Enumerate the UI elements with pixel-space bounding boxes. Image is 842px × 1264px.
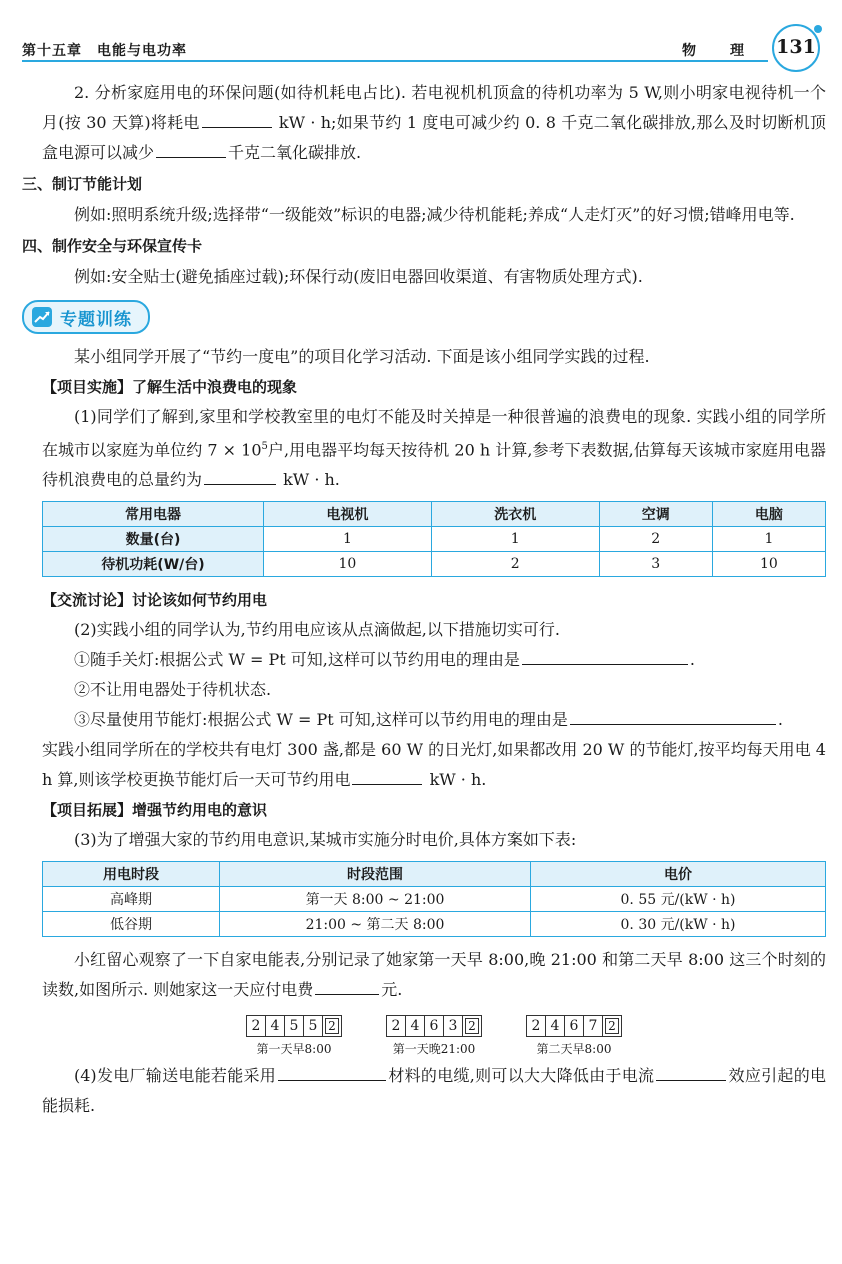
question-2-intro: (2)实践小组的同学认为,节约用电应该从点滴做起,以下措施切实可行. bbox=[74, 620, 560, 640]
question-3-text: 小红留心观察了一下自家电能表,分别记录了她家第一天早 8:00,晚 21:00 和第二天早 8:00 这三个时刻的读数,如图所示. 则她家这一天应付电费 元. bbox=[42, 950, 826, 1000]
meter-readings bbox=[42, 1015, 826, 1057]
table-row: 待机功耗(W/台) 10 2 3 10 bbox=[43, 552, 826, 577]
part-3-title: 【项目拓展】增强节约用电的意识 bbox=[42, 801, 268, 820]
answer-blank[interactable] bbox=[522, 646, 688, 665]
section-4-text: 例如:安全贴士(避免插座过载);环保行动(废旧电器回收渠道、有害物质处理方式). bbox=[74, 267, 643, 286]
question-2-item-2: ②不让用电器处于待机状态. bbox=[74, 680, 272, 700]
question-2-env: 2. 分析家庭用电的环保问题(如待机耗电占比). 若电视机机顶盒的待机功率为 5 W,则小明家电视待机一个月(按 30 天算)将耗电 kW · h;如果节约 1 度电可减少约 0. 8 千克二氧化碳排放,那么及时切断机顶盒电源可以减少 千克二氧化碳排放. bbox=[42, 83, 826, 162]
table-row: 高峰期 第一天 8:00 ~ 21:00 0. 55 元/(kW · h) bbox=[43, 887, 826, 912]
subject-label: 物 理 bbox=[682, 43, 754, 59]
question-2-school: 实践小组同学所在的学校共有电灯 300 盏,都是 60 W 的日光灯,如果都改用 20 W 的节能灯,按平均每天用电 4 h 算,则该学校更换节能灯后一天可节约用电 kW · h. bbox=[42, 740, 826, 790]
table-row: 低谷期 21:00 ~ 第二天 8:00 0. 30 元/(kW · h) bbox=[43, 912, 826, 937]
chart-up-icon bbox=[32, 307, 52, 327]
question-4: (4)发电厂输送电能若能采用 材料的电缆,则可以大大降低由于电流 效应引起的电能损耗. bbox=[42, 1061, 826, 1121]
answer-blank[interactable] bbox=[570, 706, 776, 725]
page-header bbox=[22, 28, 824, 68]
part-2-title: 【交流讨论】讨论该如何节约用电 bbox=[42, 591, 268, 610]
meter-3: 2 4 6 7 2 第二天早8:00 bbox=[526, 1015, 622, 1057]
meter-2: 2 4 6 3 2 第一天晚21:00 bbox=[386, 1015, 482, 1057]
table-row: 数量(台) 1 1 2 1 bbox=[43, 527, 826, 552]
page-content bbox=[22, 78, 826, 1121]
page-number-dot bbox=[814, 25, 822, 33]
part-1-title: 【项目实施】了解生活中浪费电的现象 bbox=[42, 378, 298, 396]
answer-blank[interactable] bbox=[156, 139, 226, 158]
section-3-title: 三、制订节能计划 bbox=[22, 175, 143, 193]
training-intro: 某小组同学开展了“节约一度电”的项目化学习活动. 下面是该小组同学实践的过程. bbox=[74, 347, 650, 366]
answer-blank[interactable] bbox=[278, 1062, 386, 1081]
question-3-intro: (3)为了增强大家的节约用电意识,某城市实施分时电价,具体方案如下表: bbox=[74, 830, 577, 850]
header-rule bbox=[22, 60, 768, 62]
answer-blank[interactable] bbox=[202, 109, 272, 128]
meter-1: 2 4 5 5 2 第一天早8:00 bbox=[246, 1015, 342, 1057]
question-2-item-3: ③尽量使用节能灯:根据公式 W = Pt 可知,这样可以节约用电的理由是 . bbox=[42, 705, 826, 735]
answer-blank[interactable] bbox=[315, 976, 379, 995]
chapter-title: 第十五章 电能与电功率 bbox=[22, 43, 187, 59]
appliance-table bbox=[42, 501, 826, 577]
training-banner bbox=[22, 300, 150, 332]
question-1: (1)同学们了解到,家里和学校教室里的电灯不能及时关掉是一种很普遍的浪费电的现象. 实践小组的同学所在城市以家庭为单位约 $7 \times 10^5$户,用电器平均每天按待机 20 h 计算,参考下表数据,估算每天该城市家庭用电器待机浪费电的总量约为 kW · h. bbox=[42, 407, 826, 490]
section-4-title: 四、制作安全与环保宣传卡 bbox=[22, 237, 203, 255]
section-3-text: 例如:照明系统升级;选择带“一级能效”标识的电器;减少待机能耗;养成“人走灯灭”的好习惯;错峰用电等. bbox=[74, 205, 795, 224]
answer-blank[interactable] bbox=[656, 1062, 726, 1081]
answer-blank[interactable] bbox=[204, 466, 276, 485]
table-row: 用电时段 时段范围 电价 bbox=[43, 862, 826, 887]
page-number: 131 bbox=[772, 24, 820, 72]
banner-label: 专题训练 bbox=[60, 309, 132, 330]
price-table bbox=[42, 861, 826, 937]
answer-blank[interactable] bbox=[352, 766, 422, 785]
question-2-item-1: ①随手关灯:根据公式 W = Pt 可知,这样可以节约用电的理由是 . bbox=[42, 645, 826, 675]
table-row: 常用电器 电视机 洗衣机 空调 电脑 bbox=[43, 502, 826, 527]
